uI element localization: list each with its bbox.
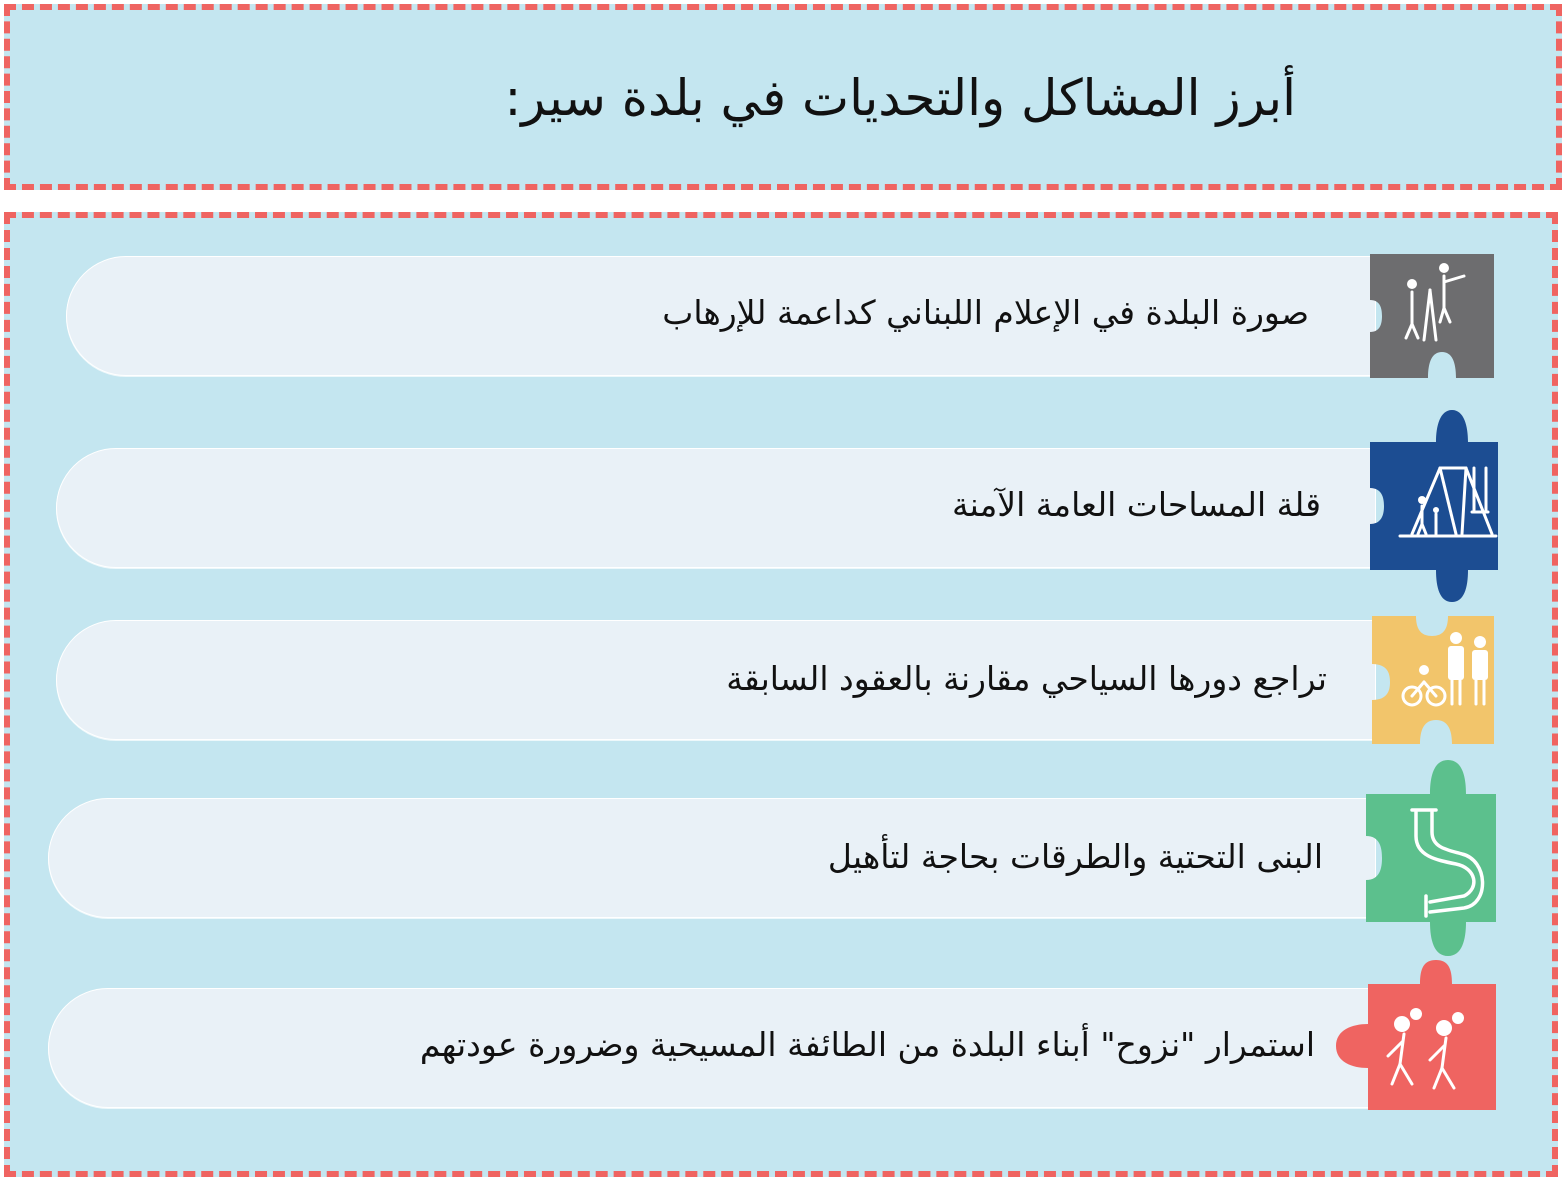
challenge-pill-4	[48, 798, 1376, 918]
challenge-text-1: صورة البلدة في الإعلام اللبناني كداعمة للإرهاب	[662, 293, 1309, 332]
challenge-pill-3	[56, 620, 1376, 740]
puzzle-piece-5	[1330, 956, 1500, 1114]
challenge-text-2: قلة المساحات العامة الآمنة	[951, 485, 1321, 524]
challenge-text-5: استمرار "نزوح" أبناء البلدة من الطائفة المسيحية وضرورة عودتهم	[419, 1025, 1315, 1064]
puzzle-piece-3	[1360, 612, 1500, 752]
header-panel	[4, 4, 1562, 190]
challenge-text-3: تراجع دورها السياحي مقارنة بالعقود السابقة	[726, 659, 1327, 698]
puzzle-piece-2	[1340, 406, 1500, 606]
puzzle-piece-1	[1340, 252, 1500, 382]
challenge-text-4: البنى التحتية والطرقات بحاجة لتأهيل	[827, 837, 1323, 876]
puzzle-piece-4	[1340, 756, 1500, 960]
page-title: أبرز المشاكل والتحديات في بلدة سير:	[504, 69, 1296, 127]
challenge-pill-2	[56, 448, 1376, 568]
challenge-pill-5	[48, 988, 1376, 1108]
challenge-pill-1	[66, 256, 1376, 376]
